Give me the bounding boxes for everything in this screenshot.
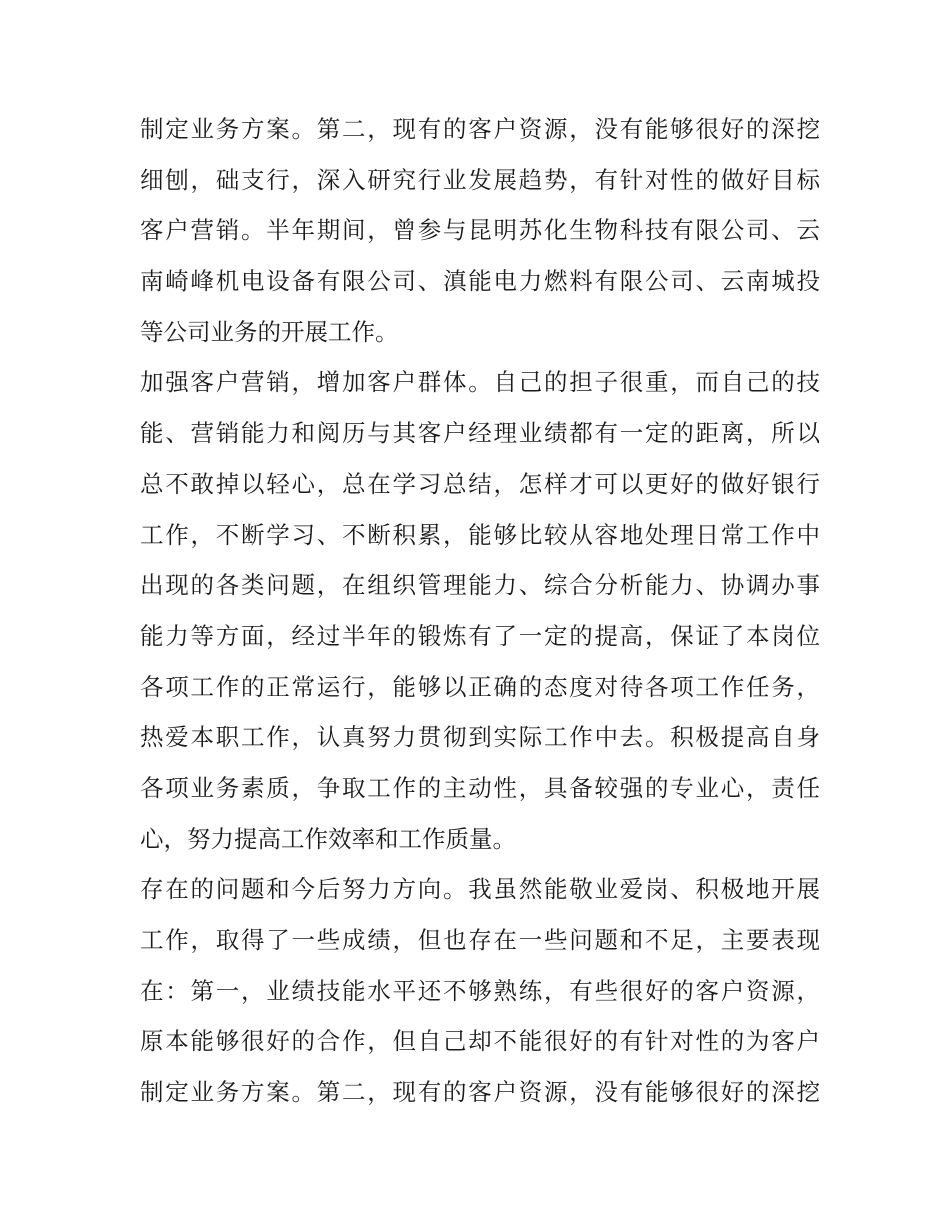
text-line: 原本能够很好的合作，但自己却不能很好的有针对性的为客户 xyxy=(140,1027,820,1056)
text-line: 能力等方面，经过半年的锻炼有了一定的提高，保证了本岗位 xyxy=(140,621,820,650)
text-line: 南崎峰机电设备有限公司、滇能电力燃料有限公司、云南城投 xyxy=(140,267,820,296)
text-line: 能、营销能力和阅历与其客户经理业绩都有一定的距离，所以 xyxy=(140,419,820,448)
paragraph-1 xyxy=(140,104,820,357)
document-body xyxy=(140,104,820,1118)
text-line: 心，努力提高工作效率和工作质量。 xyxy=(140,824,516,853)
text-line: 存在的问题和今后努力方向。我虽然能敬业爱岗、积极地开展 xyxy=(140,875,820,904)
text-line: 工作，不断学习、不断积累，能够比较从容地处理日常工作中 xyxy=(140,520,820,549)
text-line: 加强客户营销，增加客户群体。自己的担子很重，而自己的技 xyxy=(140,368,820,397)
text-line: 等公司业务的开展工作。 xyxy=(140,317,399,346)
paragraph-3 xyxy=(140,864,820,1117)
paragraph-2 xyxy=(140,357,820,864)
text-line: 制定业务方案。第二，现有的客户资源，没有能够很好的深挖 xyxy=(140,1078,820,1107)
text-line: 客户营销。半年期间，曾参与昆明苏化生物科技有限公司、云 xyxy=(140,216,820,245)
text-line: 细刨，础支行，深入研究行业发展趋势，有针对性的做好目标 xyxy=(140,165,820,194)
text-line: 各项业务素质，争取工作的主动性，具备较强的专业心，责任 xyxy=(140,773,820,802)
text-line: 各项工作的正常运行，能够以正确的态度对待各项工作任务， xyxy=(140,672,820,701)
text-line: 在：第一，业绩技能水平还不够熟练，有些很好的客户资源， xyxy=(140,976,820,1005)
text-line: 工作，取得了一些成绩，但也存在一些问题和不足，主要表现 xyxy=(140,926,820,954)
text-line: 总不敢掉以轻心，总在学习总结，怎样才可以更好的做好银行 xyxy=(140,469,820,498)
text-line: 出现的各类问题，在组织管理能力、综合分析能力、协调办事 xyxy=(140,571,820,600)
text-line: 制定业务方案。第二，现有的客户资源，没有能够很好的深挖 xyxy=(140,115,820,143)
text-line: 热爱本职工作，认真努力贯彻到实际工作中去。积极提高自身 xyxy=(140,723,820,752)
